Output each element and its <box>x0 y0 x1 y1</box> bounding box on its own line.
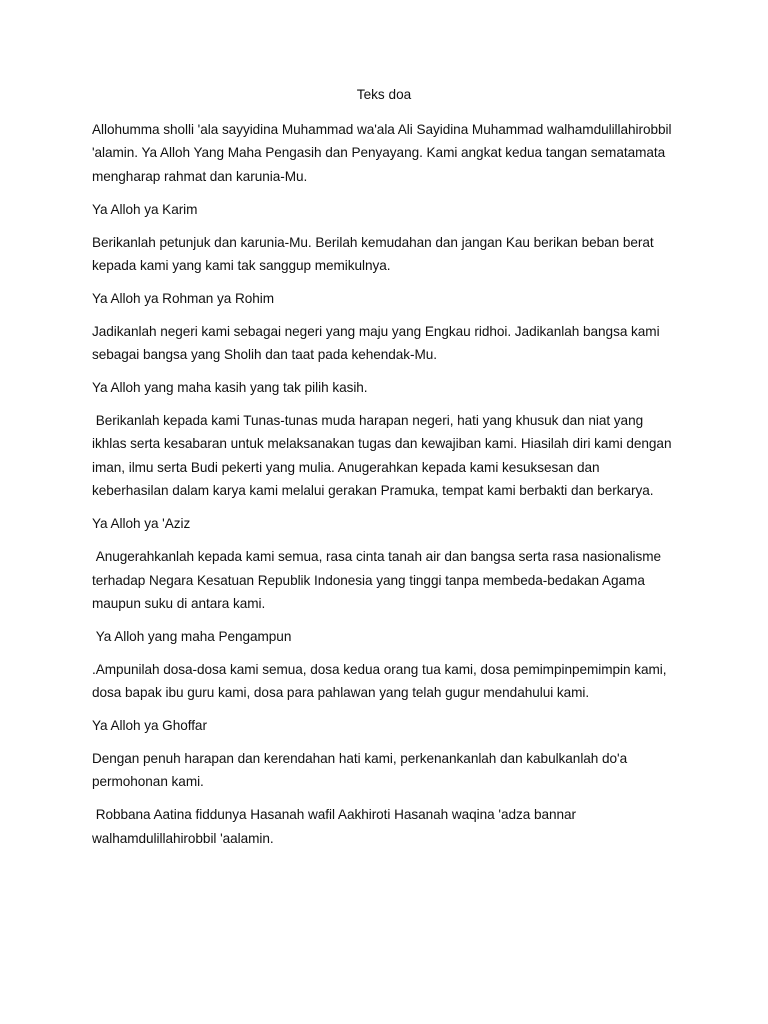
paragraph-invocation-pengampun: Ya Alloh yang maha Pengampun <box>92 628 292 644</box>
paragraph-invocation-karim: Ya Alloh ya Karim <box>92 201 198 217</box>
paragraph-acceptance-request: Dengan penuh harapan dan kerendahan hati kami, perkenankanlah dan kabulkanlah do'a permohonan kami. <box>92 750 628 790</box>
paragraph-invocation-ghoffar: Ya Alloh ya Ghoffar <box>92 718 207 734</box>
document-title: Teks doa <box>356 87 412 102</box>
document-page <box>92 86 676 860</box>
paragraph-guidance-request: Berikanlah petunjuk dan karunia-Mu. Berilah kemudahan dan jangan Kau berikan beban berat kepada kami yang kami tak sanggup memikulnya. <box>92 234 654 274</box>
paragraph-opening-prayer: Allohumma sholli 'ala sayyidina Muhammad wa'ala Ali Sayidina Muhammad walhamdulillahirobbil 'alamin. Ya Alloh Yang Maha Pengasih dan Penyayang. Kami angkat kedua tangan sematamata mengharap rahmat dan karunia-Mu. <box>92 122 672 184</box>
paragraph-invocation-maha-kasih: Ya Alloh yang maha kasih yang tak pilih kasih. <box>92 380 368 396</box>
paragraph-forgiveness-request: .Ampunilah dosa-dosa kami semua, dosa kedua orang tua kami, dosa pemimpinpemimpin kami, dosa bapak ibu guru kami, dosa para pahlawan yang telah gugur mendahului kami. <box>92 661 667 701</box>
paragraph-youth-request: Berikanlah kepada kami Tunas-tunas muda harapan negeri, hati yang khusuk dan niat yang ikhlas serta kesabaran untuk melaksanakan tugas dan kewajiban kami. Hiasilah diri kami dengan iman, ilmu serta Budi pekerti yang mulia. Anugerahkan kepada kami kesuksesan dan keberhasilan dalam karya kami melalui gerakan Pramuka, tempat kami berbakti dan berkarya. <box>92 413 672 499</box>
paragraph-nation-request: Jadikanlah negeri kami sebagai negeri yang maju yang Engkau ridhoi. Jadikanlah bangsa kami sebagai bangsa yang Sholih dan taat pada kehendak-Mu. <box>92 323 660 363</box>
paragraph-invocation-rohman-rohim: Ya Alloh ya Rohman ya Rohim <box>92 290 275 306</box>
paragraph-invocation-aziz: Ya Alloh ya 'Aziz <box>92 516 191 532</box>
paragraph-closing-prayer: Robbana Aatina fiddunya Hasanah wafil Aakhiroti Hasanah waqina 'adza bannar walhamdulillahirobbil 'aalamin. <box>92 807 576 846</box>
paragraph-nationalism-request: Anugerahkanlah kepada kami semua, rasa cinta tanah air dan bangsa serta rasa nasionalisme terhadap Negara Kesatuan Republik Indonesia yang tinggi tanpa membeda-bedakan Agama maupun suku di antara kami. <box>92 549 662 611</box>
